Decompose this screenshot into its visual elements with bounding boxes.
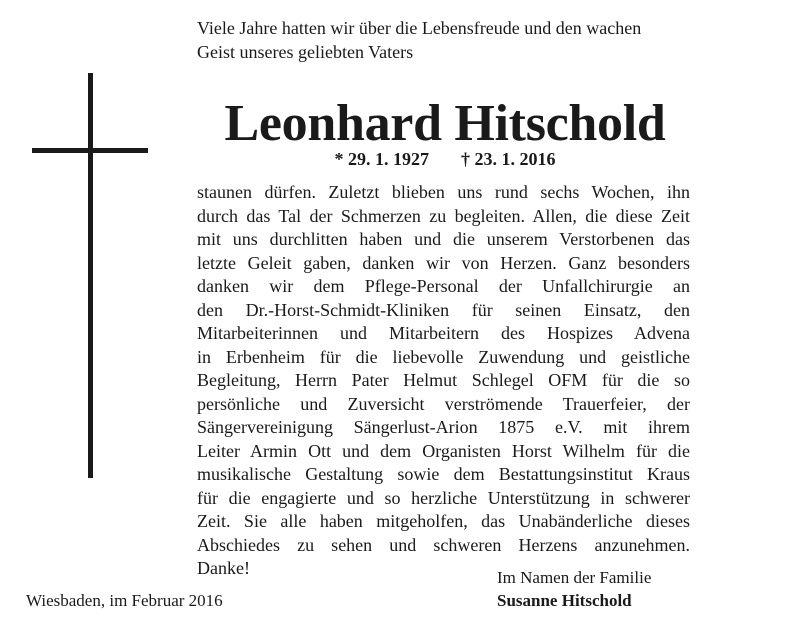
body-line: durch das Tal der Schmerzen zu begleiten. Allen, die diese Zeit xyxy=(197,205,690,226)
body-line: Zeit. Sie alle haben mitgeholfen, das Unabänderliche dieses xyxy=(197,511,690,531)
body-line: für die engagierte und so herzliche Unterstützung in schwerer xyxy=(197,487,690,508)
intro-line: Geist unseres geliebten Vaters xyxy=(197,42,414,62)
signoff-name: Susanne Hitschold xyxy=(497,591,632,610)
body-line: in Erbenheim für die liebevolle Zuwendung und geistliche xyxy=(197,346,690,367)
body-line: staunen dürfen. Zuletzt blieben uns rund sechs Wochen, ihn xyxy=(197,182,690,202)
body-line: letzte Geleit gaben, danken wir von Herzen. Ganz besonders xyxy=(197,252,690,273)
cross-vertical-bar xyxy=(88,73,93,478)
body-line: Leiter Armin Ott und dem Organisten Horst Wilhelm für die xyxy=(197,440,690,461)
intro-line: Viele Jahre hatten wir über die Lebensfreude und den wachen xyxy=(197,18,642,38)
body-line: Danke! xyxy=(197,558,250,578)
birth-date: * 29. 1. 1927 xyxy=(334,149,429,169)
body-line: danken wir dem Pflege-Personal der Unfallchirurgie an xyxy=(197,276,690,296)
body-line: musikalische Gestaltung sowie dem Bestattungsinstitut Kraus xyxy=(197,464,690,484)
body-line: Mitarbeiterinnen und Mitarbeitern des Hospizes Advena xyxy=(197,323,690,343)
deceased-name: Leonhard Hitschold xyxy=(224,95,666,152)
body-line: persönliche und Zuversicht verströmende Trauerfeier, der xyxy=(197,393,690,414)
obituary-body xyxy=(197,181,690,581)
body-line: Sängervereinigung Sängerlust-Arion 1875 e.V. mit ihrem xyxy=(197,417,690,437)
death-date: † 23. 1. 2016 xyxy=(461,149,556,169)
body-line: Begleitung, Herrn Pater Helmut Schlegel OFM für die so xyxy=(197,370,690,390)
body-line: Abschiedes zu sehen und schweren Herzens anzunehmen. xyxy=(197,534,690,555)
body-line: den Dr.-Horst-Schmidt-Kliniken für seinen Einsatz, den xyxy=(197,299,690,320)
cross-horizontal-bar xyxy=(32,148,148,153)
life-dates xyxy=(200,147,690,171)
intro-text xyxy=(197,16,697,64)
body-line: mit uns durchlitten haben und die unserem Verstorbenen das xyxy=(197,229,690,249)
signoff-line: Im Namen der Familie xyxy=(497,568,652,587)
place-and-date: Wiesbaden, im Februar 2016 xyxy=(26,591,223,610)
signoff xyxy=(497,566,651,612)
